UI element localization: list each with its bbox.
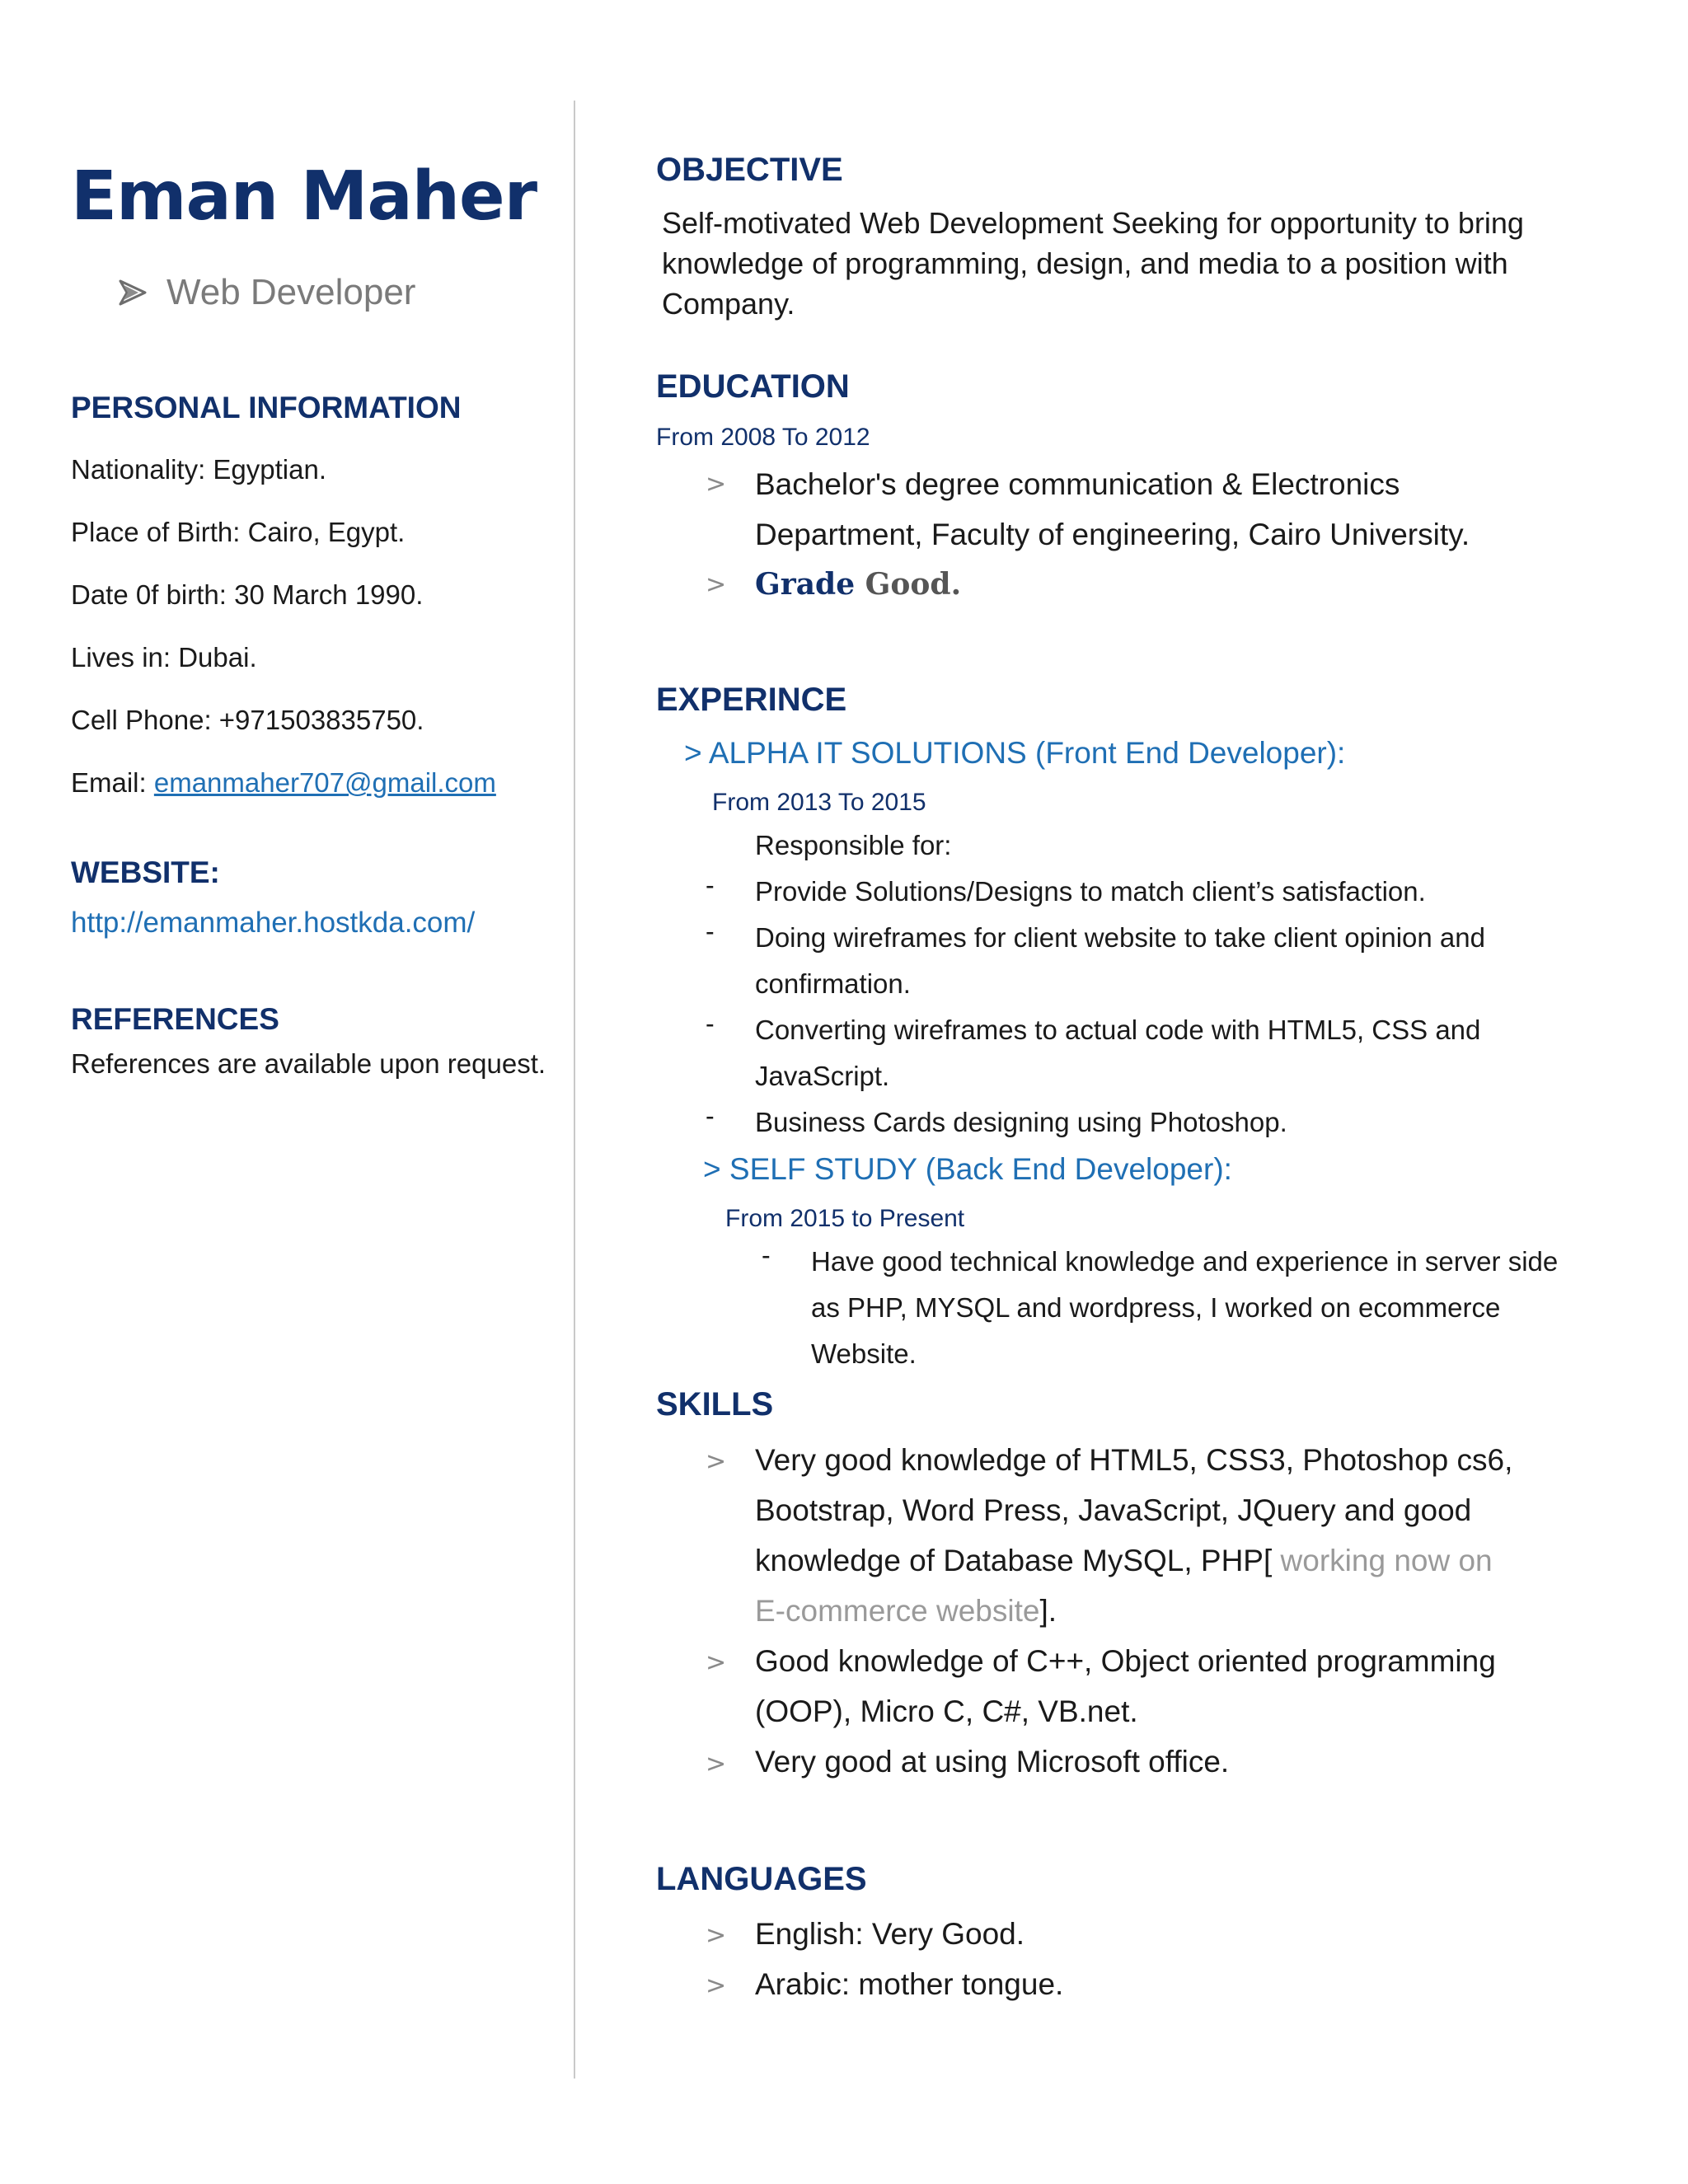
skill-1-line: Very good knowledge of HTML5, CSS3, Photoshop cs6, [755, 1443, 1513, 1477]
job-1-bullet: Doing wireframes for client website to take client opinion and [755, 922, 1485, 953]
lives-in: Lives in: Dubai. [71, 642, 257, 673]
skill-3-line: Very good at using Microsoft office. [755, 1745, 1230, 1779]
job-1-bullet: Provide Solutions/Designs to match client’s satisfaction. [755, 876, 1426, 907]
personal-info-heading: PERSONAL INFORMATION [71, 391, 462, 425]
skill-text: ]. [1039, 1594, 1057, 1628]
job-1-dates: From 2013 To 2015 [712, 789, 926, 816]
dash-marker: - [706, 916, 715, 946]
objective-heading: OBJECTIVE [656, 152, 843, 188]
job-1-bullet-cont: confirmation. [755, 968, 911, 999]
degree-line-2: Department, Faculty of engineering, Cairo University. [755, 518, 1470, 551]
role-line [119, 272, 565, 313]
job-1-bullet: Business Cards designing using Photoshop. [755, 1107, 1287, 1137]
bullet-marker: > [706, 1921, 727, 1950]
skill-1-line: Bootstrap, Word Press, JavaScript, JQuery and good [755, 1493, 1472, 1527]
job-2-line: as PHP, MYSQL and wordpress, I worked on ecommerce [811, 1292, 1501, 1323]
skills-heading: SKILLS [656, 1386, 774, 1422]
job-1-bullet-cont: JavaScript. [755, 1061, 890, 1091]
column-divider [574, 101, 575, 2079]
skill-2-line: Good knowledge of C++, Object oriented programming [755, 1644, 1496, 1678]
skill-note: E-commerce website [755, 1594, 1040, 1628]
dash-marker: - [706, 1009, 715, 1038]
place-of-birth: Place of Birth: Cairo, Egypt. [71, 517, 406, 548]
job-2-dates: From 2015 to Present [725, 1205, 965, 1232]
arrowhead-bullet-icon [119, 279, 147, 307]
bullet-marker: > [706, 1750, 727, 1779]
job-role: Web Developer [166, 272, 416, 313]
email-link[interactable]: emanmaher707@gmail.com [153, 767, 496, 799]
degree-line-1: Bachelor's degree communication & Electronics [755, 467, 1400, 501]
job-2-line: Have good technical knowledge and experience in server side [811, 1246, 1559, 1277]
skill-1-line [755, 1586, 1057, 1636]
email-row [71, 752, 565, 814]
grade-row [755, 559, 961, 610]
job-1-title: > ALPHA IT SOLUTIONS (Front End Developer): [684, 736, 1346, 770]
language-item: Arabic: mother tongue. [755, 1967, 1064, 2001]
experience-heading: EXPERINCE [656, 682, 847, 718]
language-item: English: Very Good. [755, 1917, 1025, 1951]
skill-note: working now on [1280, 1544, 1493, 1577]
job-1-intro: Responsible for: [755, 830, 952, 860]
nationality: Nationality: Egyptian. [71, 454, 327, 485]
job-1-bullet: Converting wireframes to actual code with HTML5, CSS and [755, 1015, 1481, 1045]
personal-info-list [71, 438, 565, 814]
objective-text: Self-motivated Web Development Seeking for opportunity to bring knowledge of programming, design, and media to a position with Company. [662, 206, 1524, 321]
date-of-birth: Date 0f birth: 30 March 1990. [71, 579, 424, 611]
education-heading: EDUCATION [656, 368, 850, 405]
bullet-marker: > [706, 570, 727, 599]
cell-phone: Cell Phone: +971503835750. [71, 705, 424, 736]
bullet-marker: > [706, 470, 727, 499]
skill-1-line [755, 1535, 1493, 1586]
left-column [71, 157, 565, 1080]
grade-value: Good. [865, 567, 962, 602]
website-heading: WEBSITE: [71, 855, 220, 890]
grade-label: Grade [755, 567, 865, 602]
education-dates: From 2008 To 2012 [656, 424, 870, 451]
website-link[interactable]: http://emanmaher.hostkda.com/ [71, 907, 476, 940]
languages-heading: LANGUAGES [656, 1861, 867, 1897]
dash-marker: - [706, 1101, 715, 1131]
job-2-title: > SELF STUDY (Back End Developer): [703, 1152, 1232, 1186]
bullet-marker: > [706, 1971, 727, 2000]
dash-marker: - [706, 870, 715, 900]
skill-2-line: (OOP), Micro C, C#, VB.net. [755, 1694, 1138, 1728]
skill-text: knowledge of Database MySQL, PHP[ [755, 1544, 1281, 1577]
dash-marker: - [762, 1240, 771, 1270]
references-heading: REFERENCES [71, 1002, 279, 1037]
bullet-marker: > [706, 1447, 727, 1476]
references-text: References are available upon request. [71, 1048, 546, 1080]
candidate-name: Eman Maher [71, 157, 537, 236]
email-label: Email: [71, 767, 154, 799]
bullet-marker: > [706, 1648, 727, 1677]
job-2-line: Website. [811, 1338, 917, 1369]
